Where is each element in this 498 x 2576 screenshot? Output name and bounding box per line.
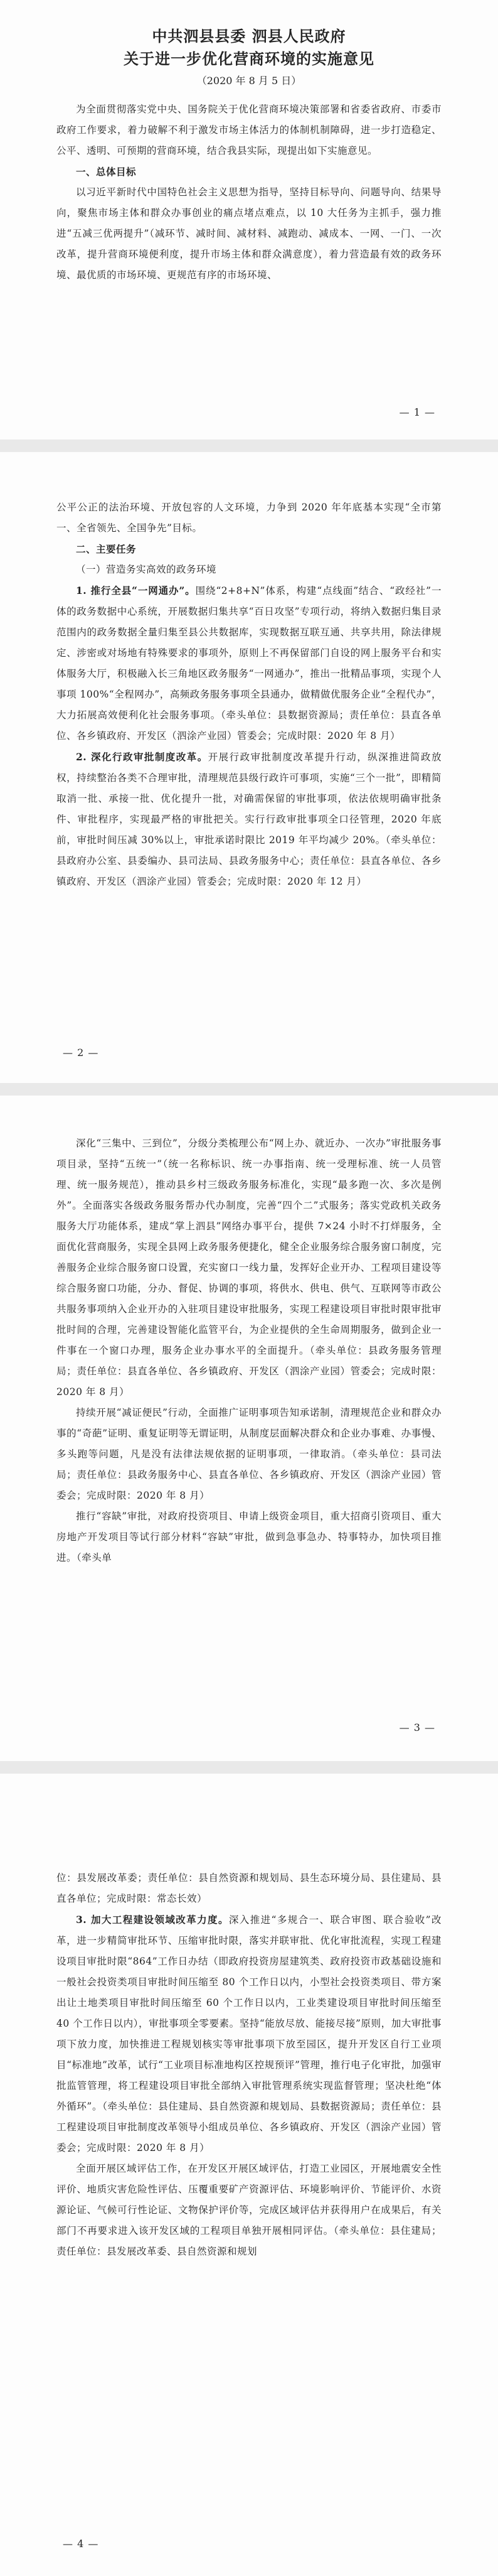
page-number-2: — 2 —	[63, 1047, 99, 1059]
page2-continuation: 公平公正的法治环境、开放包容的人文环境，力争到 2020 年年底基本实现“全市第一、全省领先、全国争先”目标。	[56, 502, 442, 534]
document-page-4	[0, 1774, 498, 2576]
document-page-2	[0, 452, 498, 1083]
section-heading-tasks: 二、主要任务	[76, 543, 137, 555]
page4-continuation: 位：县发展改革委；责任单位：县自然资源和规划局、县生态环境分局、县住建局、县直各单位；完成时限：常态长效）	[56, 1872, 442, 1904]
title-line-1: 中共泗县县委 泗县人民政府	[152, 27, 346, 45]
section-body-goals: 以习近平新时代中国特色社会主义思想为指导，坚持目标导向、问题导向、结果导向，聚焦市场主体和群众办事创业的痛点堵点难点，以 10 大任务为主抓手，强力推进“五减三优两提升”（减环节、减时间、减材料、减跑动、减成本、一网、一门、一次改革，提升营商环境便利度，提升市场主体和群众满意度），着力营造最有效的政务环境、最优质的市场环境、更规范有序的市场环境、	[56, 186, 442, 281]
page3-closing: 推行“容缺”审批，对政府投资项目、申请上级资金项目，重大招商引资项目、重大房地产开发项目等试行部分材料“容缺”审批，做到急事急办、特事特办，加快项目推进。（牵头单	[56, 1511, 442, 1563]
item-3-body: 深入推进“多规合一、联合审图、联合验收”改革，进一步精简审批环节、压缩审批时限，落实并联审批、优化审批流程，实现工程建设项目审批时限“864”工作日办结（即政府投资房屋建筑类、政府投资市政基础设施和一般社会投资类项目审批时间压缩至 80 个工作日以内，小型社会投资类项目、带方案出让土地类项目审批时间压缩至 60 个工作日以内，工业类建设项目审批时间压缩至 40 个工作日以内），审批事项全零要素。坚持“能放尽放、能接尽接”原则，加大审批事项下放力度，加快推进工程规划核实等审批事项下放至园区，提升开发区自行工业项目“标准地”改革，试行“工业项目标准地构区控规预评”管理，推行电子化审批，加强审批监管管理，将工程建设项目审批全部纳入审批管理系统实现监督管理；坚决杜绝“体外循环”。（牵头单位：县住建局、县自然资源和规划局、县数据资源局；责任单位：县工程建设项目审批制度改革领导小组成员单位、各乡镇政府、开发区（泗涂产业园）管委会；完成时限：2020 年 8 月）	[56, 1914, 442, 2153]
subsection-heading-gov: （一）营造务实高效的政务环境	[76, 564, 217, 575]
intro-paragraph: 为全面贯彻落实党中央、国务院关于优化营商环境决策部署和省委省政府、市委市政府工作要求，着力破解不利于激发市场主体活力的体制机制障碍，进一步打造稳定、公平、透明、可预期的营商环境，结合我县实际，现提出如下实施意见。	[56, 104, 442, 156]
item-4-paragraph: 全面开展区域评估工作，在开发区开展区域评估，打造工业园区，开展地震安全性评价、地质灾害危险性评估、压覆重要矿产资源评估、环境影响评价、节能评价、水资源论证、气候可行性论证、文物保护评价等，完成区域评估并获得用户在成果后，有关部门不再要求进入该开发区域的工程项目单独开展相同评估。（牵头单位：县住建局；责任单位：县发展改革委、县自然资源和规划	[56, 2163, 442, 2257]
title-line-2: 关于进一步优化营商环境的实施意见	[124, 50, 374, 68]
item-2-paragraph	[56, 746, 442, 892]
item-3-paragraph	[56, 1909, 442, 2158]
page-number-3: — 3 —	[399, 1722, 435, 1733]
document-page-3	[0, 1096, 498, 1761]
item-1-paragraph	[56, 580, 442, 746]
item-3-lead: 3. 加大工程建设领域改革力度。	[76, 1914, 229, 1926]
page3-item-body: 全面推广证明事项告知承诺制，清理规范企业和群众办事的“奇葩”证明、重复证明等无谓证明，从制度层面解决群众和企业办事难、办事慢、多头跑等问题，凡是没有法律法规依据的证明事项，一律取消。（牵头单位：县司法局；责任单位：县政务服务中心、县直各单位、各乡镇政府、开发区（泗涂产业园）管委会；完成时限：2020 年 8 月）	[56, 1407, 442, 1501]
page3-item-lead: 持续开展“减证便民”行动，	[76, 1407, 199, 1418]
document-page-1	[0, 0, 498, 439]
section-heading-goals: 一、总体目标	[76, 166, 137, 178]
item-1-body: 围绕“2+8+N”体系，构建“点线面”结合、“政经社”一体的政务数据中心系统，开展数据归集共享“百日攻坚”专项行动，将纳入数据归集目录范围内的政务数据全量归集至县公共数据库，实现数据互联互通、共享共用，除法律规定、涉密或对场地有特殊要求的事项外，原则上不再保留部门自设的网上服务平台和实体服务大厅，积极融入长三角地区政务服务“一网通办”，推出一批精品事项，实现个人事项 100%“全程网办”，高频政务服务事项全县通办，做精做优服务企业“全程代办”，大力拓展高效便利化社会服务事项。（牵头单位：县数据资源局；责任单位：县直各单位、各乡镇政府、开发区（泗涂产业园）管委会；完成时限：2020 年 8 月）	[56, 585, 442, 741]
page-number-4: — 4 —	[63, 2538, 99, 2550]
item-2-body: 开展行政审批制度改革提升行动，纵深推进简政放权，持续整治各类不合理审批，清理规范县级行政许可事项，实施“三个一批”，即精简取消一批、承接一批、优化提升一批，对确需保留的审批事项，依法依规明确审批条件、审批程序，实现最严格的审批把关。实行行政审批事项全口径管理，2020 年底前，审批时间压减 30%以上，审批承诺时限比 2019 年平均减少 20%。（牵头单位：县政府办公室、县委编办、县司法局、县政务服务中心；责任单位：县直各单位、各乡镇政府、开发区（泗涂产业园）管委会；完成时限：2020 年 12 月）	[56, 752, 442, 887]
document-title	[56, 0, 442, 70]
document-date: （2020 年 8 月 5 日）	[196, 75, 302, 87]
page3-continuation: 深化“三集中、三到位”，分级分类梳理公布“网上办、就近办、一次办”审批服务事项目录，坚持“五统一”（统一名称标识、统一办事指南、统一受理标准、统一人员管理、统一服务规范），推动县乡村三级政务服务标准化，实现“最多跑一次、多次是例外”。全面落实各级政务服务帮办代办制度，完善“四个二”式服务；落实党政机关政务服务大厅功能体系，建成“掌上泗县”网络办事平台，提供 7×24 小时不打烊服务，全面优化营商服务，实现全县网上政务服务便捷化，健全企业服务综合服务窗口制度，完善服务企业综合服务窗口设置，充实窗口一线力量，发挥好企业开办、工程项目建设等综合服务窗口功能，分办、督促、协调的事项，将供水、供电、供气、互联网等市政公共服务事项纳入企业开办的入驻项目建设审批服务，实现工程建设项目审批时限审批审批时间的合理，完善建设智能化监管平台，为企业提供的全生命周期服务，做到企业一件事在一个窗口办理，服务企业办事水平的全面提升。（牵头单位：县政务服务管理局；责任单位：县直各单位、各乡镇政府、开发区（泗涂产业园）管委会；完成时限：2020 年 8 月）	[56, 1138, 442, 1398]
item-2-lead: 2. 深化行政审批制度改革。	[76, 751, 208, 763]
page3-item-paragraph	[56, 1403, 442, 1506]
page-number-1: — 1 —	[399, 406, 435, 418]
item-1-lead: 1. 推行全县“一网通办”。	[76, 585, 196, 596]
